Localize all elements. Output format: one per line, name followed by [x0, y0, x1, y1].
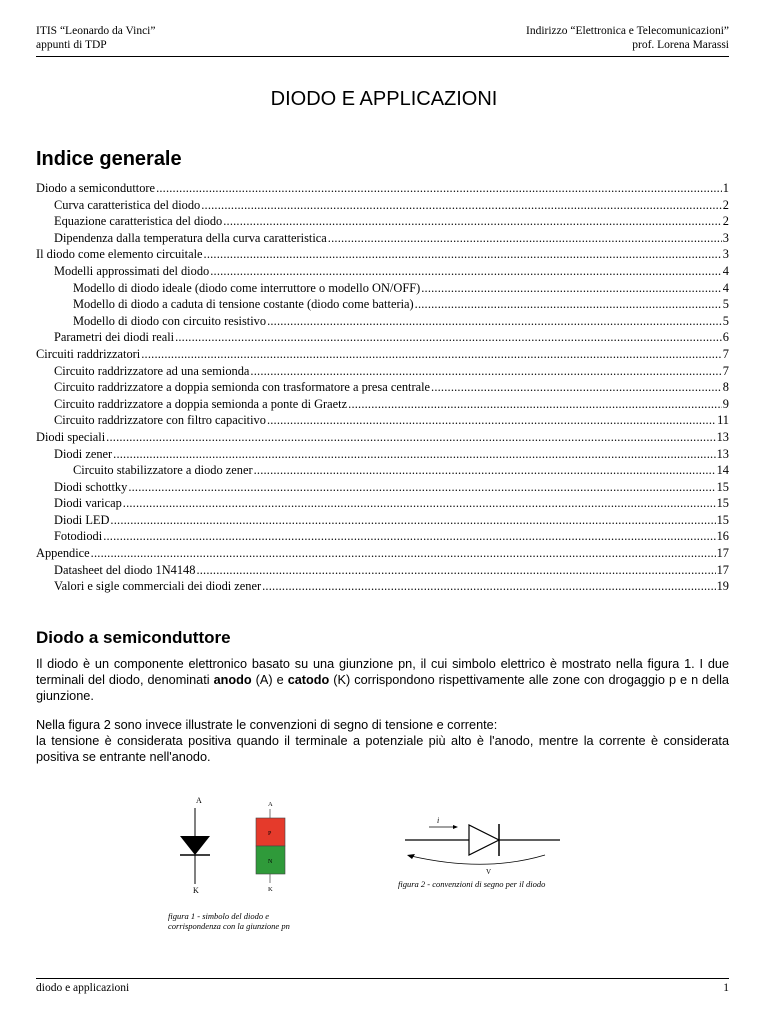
- toc-entry[interactable]: [36, 280, 729, 297]
- toc-entry-title: Diodi LED: [54, 512, 110, 527]
- paragraph-text: Il diodo è un componente elettronico basato su una giunzione pn, il cui simbolo elettrico è mostrato nella figura 1. I due terminali del diodo, denominati: [36, 657, 729, 687]
- toc-entry-title: Il diodo come elemento circuitale: [36, 247, 203, 262]
- toc-dot-leader: [106, 429, 715, 446]
- toc-entry[interactable]: [36, 180, 729, 197]
- header-right: [526, 24, 729, 52]
- toc-entry-title: Circuito raddrizzatore a doppia semionda con trasformatore a presa centrale: [54, 380, 431, 395]
- toc-entry-page: 17: [716, 546, 729, 561]
- toc-entry-page: 14: [716, 463, 729, 478]
- toc-entry[interactable]: [36, 263, 729, 280]
- toc-entry-title: Diodi varicap: [54, 496, 122, 511]
- toc-entry-title: Circuito raddrizzatore con filtro capacitivo: [54, 413, 266, 428]
- toc-entry-title: Modello di diodo a caduta di tensione costante (diodo come batteria): [73, 297, 414, 312]
- zone-p-label: P: [268, 831, 272, 837]
- current-arrow-icon: [453, 825, 458, 829]
- toc-entry-title: Modello di diodo con circuito resistivo: [73, 313, 267, 328]
- header-subject: appunti di TDP: [36, 39, 107, 51]
- toc-entry-title: Circuito raddrizzatore ad una semionda: [54, 363, 250, 378]
- toc-entry-page: 2: [722, 214, 729, 229]
- toc-dot-leader: [431, 379, 722, 396]
- toc-dot-leader: [141, 346, 722, 363]
- page-number: 1: [723, 982, 729, 994]
- toc-entry-title: Diodi schottky: [54, 479, 128, 494]
- paragraph-intro: [36, 656, 729, 704]
- toc-entry-page: 19: [716, 579, 729, 594]
- toc-entry[interactable]: [36, 197, 729, 214]
- voltage-arc: [411, 855, 545, 864]
- toc-entry-title: Parametri dei diodi reali: [54, 330, 175, 345]
- toc-entry-title: Dipendenza dalla temperatura della curva caratteristica: [54, 230, 327, 245]
- toc-entry-page: 11: [717, 413, 729, 428]
- header-left: [36, 24, 155, 52]
- anode-label: A: [196, 796, 202, 805]
- toc-entry-page: 2: [722, 197, 729, 212]
- toc-entry-page: 7: [722, 346, 729, 361]
- toc-entry-page: 6: [722, 330, 729, 345]
- toc-entry-page: 15: [716, 496, 729, 511]
- toc-entry[interactable]: [36, 213, 729, 230]
- toc-entry-page: 3: [722, 230, 729, 245]
- figure-diode-symbol: [160, 790, 310, 960]
- toc-entry[interactable]: [36, 479, 729, 496]
- term-anodo: anodo: [213, 673, 252, 687]
- toc-entry-title: Appendice: [36, 546, 90, 561]
- toc-dot-leader: [196, 562, 715, 579]
- voltage-label: V: [486, 868, 492, 876]
- toc-entry-title: Valori e sigle commerciali dei diodi zener: [54, 579, 262, 594]
- toc-entry[interactable]: [36, 230, 729, 247]
- toc-entry-title: Curva caratteristica del diodo: [54, 197, 201, 212]
- diode-triangle-icon: [180, 836, 210, 855]
- table-of-contents: [36, 180, 729, 595]
- toc-entry[interactable]: [36, 446, 729, 463]
- toc-title: Indice generale: [36, 148, 182, 170]
- toc-entry-page: 3: [722, 247, 729, 262]
- toc-entry-page: 5: [722, 313, 729, 328]
- cathode-label: K: [193, 886, 199, 895]
- diode-triangle-icon: [469, 825, 499, 855]
- toc-entry[interactable]: [36, 379, 729, 396]
- toc-entry[interactable]: [36, 246, 729, 263]
- toc-dot-leader: [262, 578, 715, 595]
- section-title: Diodo a semiconduttore: [36, 628, 231, 647]
- toc-dot-leader: [91, 545, 716, 562]
- toc-dot-leader: [113, 446, 715, 463]
- toc-entry-page: 5: [722, 297, 729, 312]
- toc-entry[interactable]: [36, 512, 729, 529]
- toc-dot-leader: [123, 495, 716, 512]
- toc-dot-leader: [175, 329, 722, 346]
- toc-entry-page: 13: [716, 429, 729, 444]
- toc-dot-leader: [267, 412, 716, 429]
- toc-entry-title: Equazione caratteristica del diodo: [54, 214, 223, 229]
- toc-dot-leader: [156, 180, 722, 197]
- paragraph-line: Nella figura 2 sono invece illustrate le convenzioni di segno di tensione e corrente:: [36, 718, 498, 732]
- page-header: [36, 24, 729, 57]
- toc-entry[interactable]: [36, 313, 729, 330]
- toc-entry-page: 4: [722, 263, 729, 278]
- toc-entry[interactable]: [36, 545, 729, 562]
- toc-entry-page: 1: [722, 181, 729, 195]
- toc-entry[interactable]: [36, 346, 729, 363]
- toc-entry-page: 13: [716, 446, 729, 461]
- zone-n-label: N: [268, 859, 273, 865]
- header-school: ITIS “Leonardo da Vinci”: [36, 25, 156, 37]
- toc-entry-title: Diodi zener: [54, 446, 113, 461]
- footer-title: diodo e applicazioni: [36, 982, 130, 994]
- toc-dot-leader: [421, 280, 722, 297]
- toc-entry-title: Diodo a semiconduttore: [36, 181, 156, 195]
- toc-entry-page: 7: [722, 363, 729, 378]
- toc-entry-title: Diodi speciali: [36, 429, 106, 444]
- toc-entry[interactable]: [36, 429, 729, 446]
- figure1-caption: figura 1 - simbolo del diodo e corrispondenza con la giunzione pn: [168, 911, 290, 931]
- toc-entry-title: Modelli approssimati del diodo: [54, 263, 210, 278]
- toc-entry[interactable]: [36, 495, 729, 512]
- toc-dot-leader: [128, 479, 715, 496]
- toc-entry-title: Circuito raddrizzatore a doppia semionda a ponte di Graetz: [54, 396, 348, 411]
- toc-entry-page: 17: [716, 562, 729, 577]
- toc-entry-title: Circuito stabilizzatore a diodo zener: [73, 463, 253, 478]
- toc-dot-leader: [267, 313, 722, 330]
- junction-cathode-label: K: [268, 886, 273, 893]
- toc-entry-title: Circuiti raddrizzatori: [36, 346, 141, 361]
- toc-dot-leader: [201, 197, 722, 214]
- toc-entry-page: 15: [716, 512, 729, 527]
- header-course: Indirizzo “Elettronica e Telecomunicazioni”: [525, 25, 729, 37]
- paragraph-line: la tensione è considerata positiva quando il terminale a potenziale più alto è l'anodo, mentre la corrente è considerata positiva se entrante nell'anodo.: [36, 734, 729, 764]
- header-teacher: prof. Lorena Marassi: [632, 39, 729, 51]
- toc-entry[interactable]: [36, 562, 729, 579]
- toc-dot-leader: [348, 396, 722, 413]
- toc-entry[interactable]: [36, 396, 729, 413]
- figure2-caption: figura 2 - convenzioni di segno per il diodo: [398, 879, 546, 889]
- junction-anode-label: A: [268, 801, 273, 808]
- toc-entry[interactable]: [36, 528, 729, 545]
- page-footer: [36, 978, 729, 994]
- toc-entry[interactable]: [36, 363, 729, 380]
- toc-dot-leader: [328, 230, 722, 247]
- current-label: i: [437, 816, 440, 825]
- toc-entry-page: 4: [722, 280, 729, 295]
- toc-entry-title: Fotodiodi: [54, 529, 103, 544]
- toc-dot-leader: [415, 296, 722, 313]
- document-title: DIODO E APPLICAZIONI: [270, 88, 498, 110]
- paragraph-text: (A) e: [251, 673, 288, 687]
- toc-entry-title: Datasheet del diodo 1N4148: [54, 562, 196, 577]
- toc-dot-leader: [110, 512, 715, 529]
- toc-dot-leader: [204, 246, 722, 263]
- term-catodo: catodo: [287, 673, 330, 687]
- toc-dot-leader: [250, 363, 721, 380]
- toc-entry[interactable]: [36, 578, 729, 595]
- toc-entry[interactable]: [36, 462, 729, 479]
- toc-entry[interactable]: [36, 296, 729, 313]
- toc-entry-page: 8: [722, 380, 729, 395]
- paragraph-conventions: [36, 717, 729, 765]
- toc-entry-page: 16: [716, 529, 729, 544]
- toc-entry-page: 9: [722, 396, 729, 411]
- toc-entry[interactable]: [36, 329, 729, 346]
- figure-sign-conventions: [395, 805, 575, 905]
- toc-dot-leader: [254, 462, 716, 479]
- toc-entry[interactable]: [36, 412, 729, 429]
- paragraph-text: (K) corrispondono rispettivamente alle zone con drogaggio p e n della giunzione.: [36, 673, 729, 703]
- toc-dot-leader: [210, 263, 722, 280]
- toc-dot-leader: [223, 213, 722, 230]
- toc-entry-page: 15: [716, 479, 729, 494]
- toc-dot-leader: [103, 528, 715, 545]
- toc-entry-title: Modello di diodo ideale (diodo come interruttore o modello ON/OFF): [73, 280, 421, 295]
